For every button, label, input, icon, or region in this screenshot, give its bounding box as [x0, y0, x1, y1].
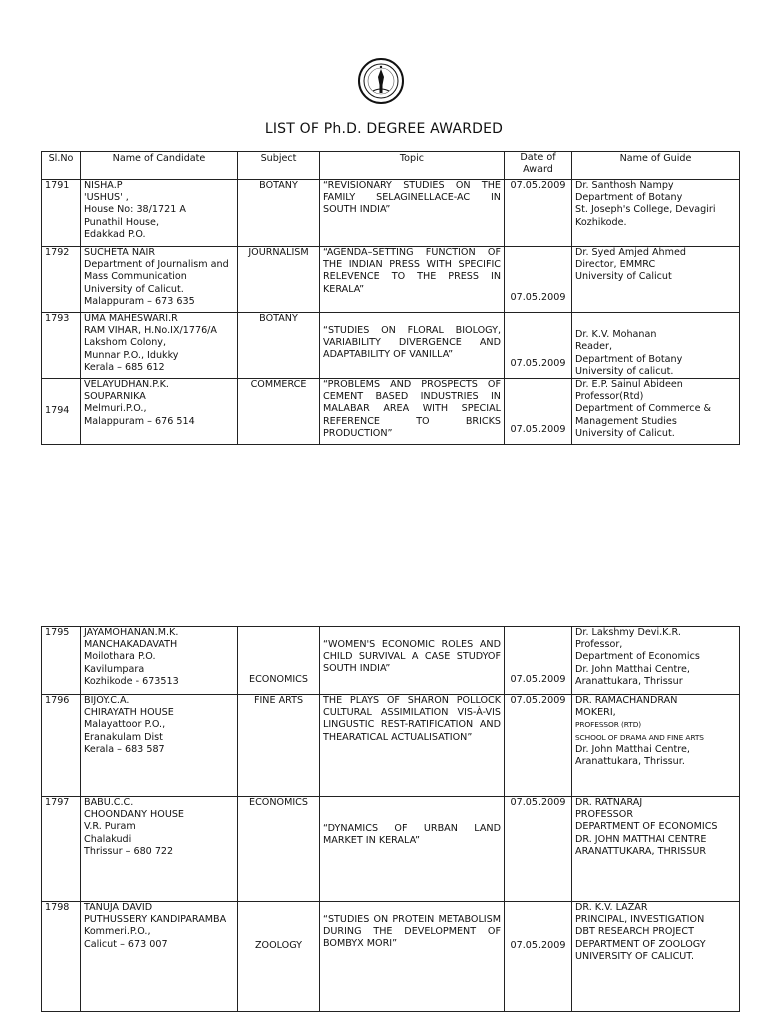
candidate-cell — [81, 902, 238, 1012]
sl-no: 1796 — [42, 695, 81, 797]
guide-line: Dr. K.V. Mohanan — [575, 329, 657, 341]
guide-line: PRINCIPAL, INVESTIGATION — [575, 914, 705, 926]
candidate-line: MANCHAKADAVATH — [84, 639, 178, 651]
candidate-line: Lakshom Colony, — [84, 337, 167, 349]
guide-line: University of calicut. — [575, 365, 674, 377]
candidate-line: Malappuram – 673 635 — [84, 295, 195, 307]
guide-cell — [572, 695, 740, 797]
topic-cell: “REVISIONARY STUDIES ON THE FAMILY SELAGINELLACE-AC IN SOUTH INDIA” — [320, 180, 505, 247]
table-row — [42, 695, 740, 797]
candidate-cell — [81, 695, 238, 797]
date-cell: 07.05.2009 — [505, 379, 572, 445]
candidate-line: Punathil House, — [84, 216, 159, 228]
guide-cell — [572, 247, 740, 313]
topic-cell: “PROBLEMS AND PROSPECTS OF CEMENT BASED INDUSTRIES IN MALABAR AREA WITH SPECIAL REFERENCE TO BRICKS PRODUCTION” — [320, 379, 505, 445]
guide-line: Professor, — [575, 639, 623, 651]
date-cell: 07.05.2009 — [505, 313, 572, 379]
candidate-cell — [81, 247, 238, 313]
candidate-line: Kerala – 685 612 — [84, 361, 165, 373]
guide-line: Dr. John Matthai Centre, — [575, 743, 690, 755]
candidate-line: SOUPARNIKA — [84, 391, 146, 403]
sl-no: 1797 — [42, 797, 81, 902]
guide-line: University of Calicut — [575, 271, 672, 283]
guide-line: DR. RAMACHANDRAN — [575, 695, 678, 706]
candidate-line: PUTHUSSERY KANDIPARAMBA — [84, 914, 227, 926]
candidate-line: SUCHETA NAIR — [84, 247, 156, 258]
guide-cell — [572, 180, 740, 247]
guide-line: Management Studies — [575, 415, 677, 427]
guide-line: PROFESSOR — [575, 809, 633, 821]
guide-line: ARANATTUKARA, THRISSUR — [575, 845, 707, 857]
sl-no: 1794 — [42, 379, 81, 445]
topic-cell: “STUDIES ON FLORAL BIOLOGY, VARIABILITY DIVERGENCE AND ADAPTABILITY OF VANILLA” — [320, 313, 505, 379]
subject-cell: JOURNALISM — [238, 247, 320, 313]
candidate-line: CHOONDANY HOUSE — [84, 809, 184, 821]
candidate-line: Kommeri.P.O., — [84, 926, 151, 938]
col-header-slno: Sl.No — [42, 152, 81, 180]
table-row — [42, 902, 740, 1012]
subject-cell: BOTANY — [238, 180, 320, 247]
candidate-line: Melmuri.P.O., — [84, 403, 147, 415]
date-cell: 07.05.2009 — [505, 902, 572, 1012]
guide-line: DR. JOHN MATTHAI CENTRE — [575, 833, 707, 845]
university-seal-icon — [357, 57, 405, 105]
sl-no: 1793 — [42, 313, 81, 379]
candidate-line: House No: 38/1721 A — [84, 204, 186, 216]
sl-no: 1795 — [42, 627, 81, 695]
candidate-line: Chalakudi — [84, 833, 132, 845]
candidate-cell — [81, 627, 238, 695]
guide-line: Reader, — [575, 341, 613, 353]
table-row — [42, 180, 740, 247]
table-row — [42, 797, 740, 902]
candidate-line: Mass Communication — [84, 271, 187, 283]
topic-cell: “AGENDA–SETTING FUNCTION OF THE INDIAN PRESS WITH SPECIFIC RELEVENCE TO THE PRESS IN KERALA” — [320, 247, 505, 313]
topic-cell: “DYNAMICS OF URBAN LAND MARKET IN KERALA” — [320, 797, 505, 902]
guide-line: MOKERI, — [575, 707, 616, 719]
candidate-line: Thrissur – 680 722 — [84, 845, 174, 857]
subject-cell: ECONOMICS — [238, 627, 320, 695]
candidate-line: TANUJA DAVID — [84, 902, 153, 913]
guide-line: Dr. E.P. Sainul Abideen — [575, 379, 683, 390]
candidate-cell — [81, 180, 238, 247]
guide-line: DR. RATNARAJ — [575, 797, 643, 808]
table-row — [42, 247, 740, 313]
table-row — [42, 627, 740, 695]
candidate-cell — [81, 313, 238, 379]
topic-cell: THE PLAYS OF SHARON POLLOCK CULTURAL ASSIMILATION VIS-À-VIS LINGUSTIC REST-RATIFICATION AND THEARATICAL ACTUALISATION” — [320, 695, 505, 797]
guide-line: Director, EMMRC — [575, 259, 656, 271]
col-header-date: Date of Award — [505, 152, 572, 180]
topic-cell: “WOMEN'S ECONOMIC ROLES AND CHILD SURVIVAL A CASE STUDYOF SOUTH INDIA” — [320, 627, 505, 695]
sl-no: 1798 — [42, 902, 81, 1012]
table-row — [42, 313, 740, 379]
col-header-topic: Topic — [320, 152, 505, 180]
guide-line: Aranattukara, Thrissur. — [575, 756, 685, 768]
candidate-line: Malappuram – 676 514 — [84, 415, 195, 427]
guide-line: University of Calicut. — [575, 427, 675, 439]
candidate-line: Department of Journalism and — [84, 259, 229, 271]
candidate-line: VELAYUDHAN.P.K. — [84, 379, 169, 390]
guide-line: SCHOOL OF DRAMA AND FINE ARTS — [575, 732, 704, 742]
topic-cell: “STUDIES ON PROTEIN METABOLISM DURING THE DEVELOPMENT OF BOMBYX MORI” — [320, 902, 505, 1012]
col-header-guide: Name of Guide — [572, 152, 740, 180]
sl-no: 1792 — [42, 247, 81, 313]
guide-line: Dr. John Matthai Centre, — [575, 663, 690, 675]
candidate-line: Kerala – 683 587 — [84, 743, 165, 755]
guide-line: St. Joseph's College, Devagiri — [575, 204, 716, 216]
guide-line: Dr. Santhosh Nampy — [575, 180, 674, 191]
candidate-line: 'USHUS' , — [84, 192, 129, 204]
candidate-cell — [81, 379, 238, 445]
guide-line: Professor(Rtd) — [575, 391, 644, 403]
guide-line: PROFESSOR (RTD) — [575, 720, 642, 730]
candidate-line: Kozhikode - 673513 — [84, 675, 179, 687]
col-header-candidate: Name of Candidate — [81, 152, 238, 180]
guide-line: Department of Botany — [575, 192, 683, 204]
candidate-line: V.R. Puram — [84, 821, 136, 833]
guide-line: Kozhikode. — [575, 216, 627, 228]
table-header-row — [42, 152, 740, 180]
date-cell: 07.05.2009 — [505, 627, 572, 695]
date-cell: 07.05.2009 — [505, 180, 572, 247]
candidate-line: CHIRAYATH HOUSE — [84, 707, 174, 719]
candidate-line: Eranakulam Dist — [84, 731, 163, 743]
guide-line: DEPARTMENT OF ECONOMICS — [575, 821, 718, 833]
candidate-line: Munnar P.O., Idukky — [84, 349, 179, 361]
candidate-line: JAYAMOHANAN.M.K. — [84, 627, 179, 638]
guide-line: UNIVERSITY OF CALICUT. — [575, 950, 695, 962]
guide-cell — [572, 902, 740, 1012]
sl-no: 1791 — [42, 180, 81, 247]
guide-cell — [572, 797, 740, 902]
phd-table-page-1 — [41, 151, 740, 445]
col-header-subject: Subject — [238, 152, 320, 180]
subject-cell: COMMERCE — [238, 379, 320, 445]
subject-cell: BOTANY — [238, 313, 320, 379]
candidate-cell — [81, 797, 238, 902]
page-title: LIST OF Ph.D. DEGREE AWARDED — [264, 121, 504, 137]
candidate-line: UMA MAHESWARI.R — [84, 313, 178, 324]
guide-line: Dr. Lakshmy Devi.K.R. — [575, 627, 681, 638]
phd-table-page-2 — [41, 626, 740, 1012]
candidate-line: RAM VIHAR, H.No.IX/1776/A — [84, 325, 217, 337]
date-cell: 07.05.2009 — [505, 247, 572, 313]
guide-line: Department of Economics — [575, 651, 700, 663]
table-row — [42, 379, 740, 445]
candidate-line: Moilothara P.O. — [84, 651, 156, 663]
guide-cell — [572, 313, 740, 379]
guide-line: DR. K.V. LAZAR — [575, 902, 648, 913]
guide-cell — [572, 627, 740, 695]
guide-line: Aranattukara, Thrissur — [575, 675, 683, 687]
guide-cell — [572, 379, 740, 445]
candidate-line: NISHA.P — [84, 180, 123, 191]
date-cell: 07.05.2009 — [505, 797, 572, 902]
guide-line: DEPARTMENT OF ZOOLOGY — [575, 938, 706, 950]
candidate-line: BABU.C.C. — [84, 797, 134, 808]
candidate-line: University of Calicut. — [84, 283, 184, 295]
candidate-line: Kavilumpara — [84, 663, 145, 675]
candidate-line: Malayattoor P.O., — [84, 719, 166, 731]
date-cell: 07.05.2009 — [505, 695, 572, 797]
guide-line: Dr. Syed Amjed Ahmed — [575, 247, 686, 258]
guide-line: Department of Commerce & — [575, 403, 712, 415]
candidate-line: Calicut – 673 007 — [84, 938, 168, 950]
candidate-line: Edakkad P.O. — [84, 228, 146, 240]
subject-cell: ZOOLOGY — [238, 902, 320, 1012]
subject-cell: ECONOMICS — [238, 797, 320, 902]
candidate-line: BIJOY.C.A. — [84, 695, 130, 706]
guide-line: DBT RESEARCH PROJECT — [575, 926, 694, 938]
subject-cell: FINE ARTS — [238, 695, 320, 797]
guide-line: Department of Botany — [575, 353, 683, 365]
